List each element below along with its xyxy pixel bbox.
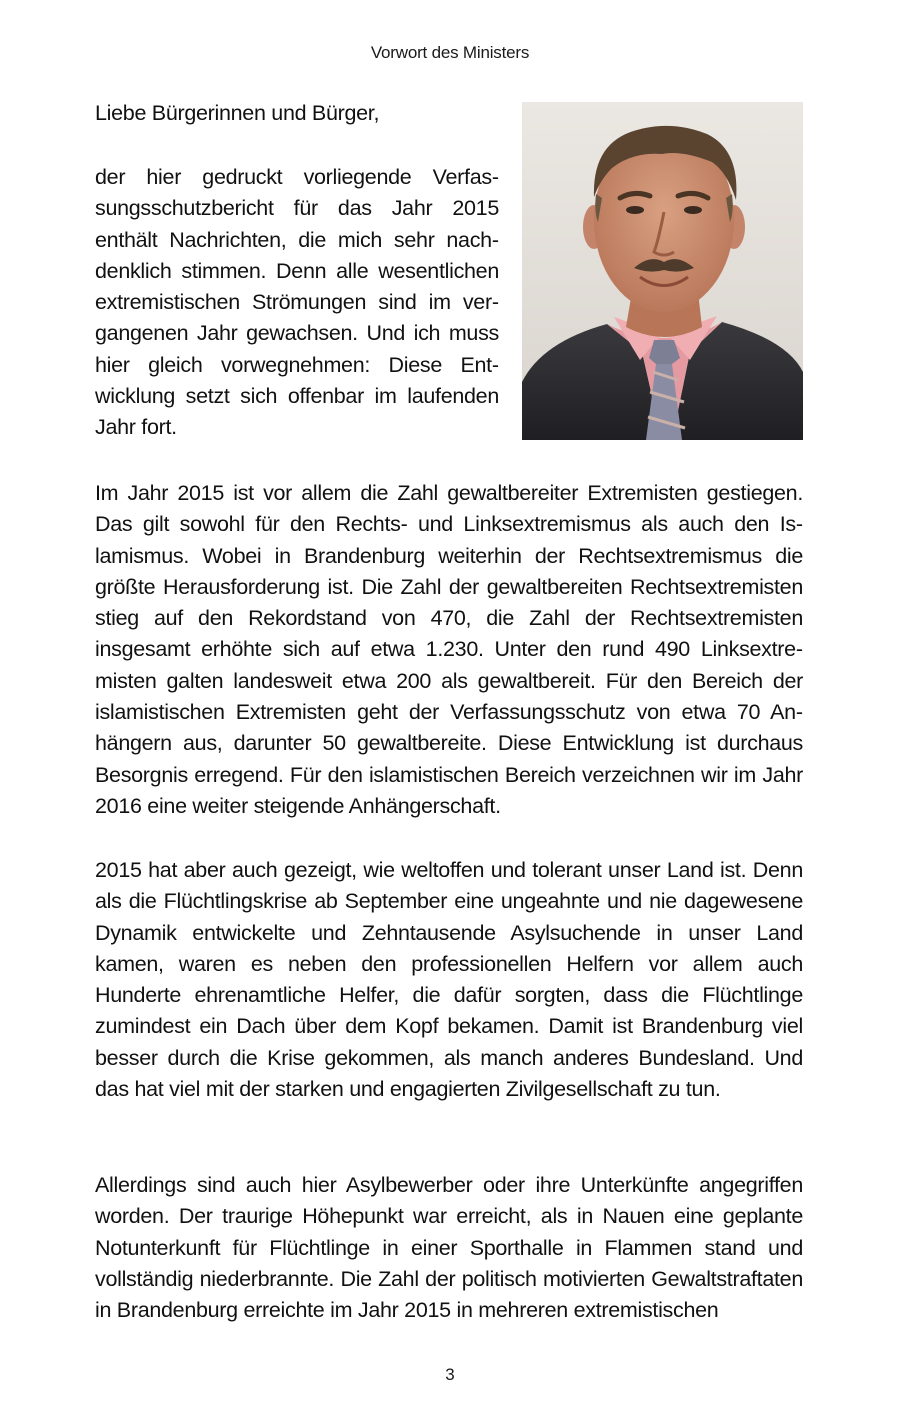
paragraph-extremism-statistics: Im Jahr 2015 ist vor allem die Zahl gewaltbereiter Extremisten gestiegen. Das gilt sowohl für den Rechts- und Linksextremismus als auch den Islamismus. Wobei in Brandenburg weiterhin der Rechtsextremismus die größte Herausforderung ist. Die Zahl der gewaltbereiten Rechtsextremisten stieg auf den Rekordstand von 470, die Zahl der Rechtsextremisten insgesamt erhöhte sich auf etwa 1.230. Unter den rund 490 Linksextremisten galten landesweit etwa 200 als gewaltbereit. Für den Bereich der islamistischen Extremisten geht der Verfassungsschutz von etwa 70 Anhängern aus, darunter 50 gewaltbereite. Diese Entwicklung ist durchaus Besorgnis erregend. Für den islamistischen Bereich verzeichnen wir im Jahr 2016 eine weiter steigende Anhängerschaft.: [95, 481, 803, 818]
letter-salutation: Liebe Bürgerinnen und Bürger,: [95, 101, 380, 125]
page-number: 3: [445, 1365, 455, 1384]
running-header: Vorwort des Ministers: [370, 43, 530, 62]
paragraph-attacks: Allerdings sind auch hier Asylbewerber oder ihre Unterkünfte angegriffen worden. Der traurige Höhepunkt war erreicht, als in Nauen eine geplante Notunterkunft für Flüchtlinge in einer Sporthalle in Flammen stand und vollständig niederbrannte. Die Zahl der politisch motivierten Gewaltstraftaten in Brandenburg erreichte im Jahr 2015 in mehreren extremistischen: [95, 1173, 803, 1323]
paragraph-refugee-crisis: 2015 hat aber auch gezeigt, wie weltoffen und tolerant unser Land ist. Denn als die Flüchtlingskrise ab September eine ungeahnte und nie dagewesene Dynamik entwickelte und Zehntausende Asylsuchende in unser Land kamen, waren es neben den professionellen Helfern vor allem auch Hunderte ehrenamtliche Helfer, die dafür sorgten, dass die Flüchtlinge zumindest ein Dach über dem Kopf bekamen. Damit ist Brandenburg viel besser durch die Krise gekommen, als manch anderes Bundesland. Und das hat viel mit der starken und engagierten Zivilgesellschaft zu tun.: [95, 858, 803, 1102]
intro-paragraph: der hier gedruckt vorliegende Verfassungsschutzbericht für das Jahr 2015 enthält Nachrichten, die mich sehr nachdenklich stimmen. Denn alle wesentlichen extremistischen Strömungen sind im vergangenen Jahr gewachsen. Und ich muss hier gleich vorwegnehmen: Diese Entwicklung setzt sich offenbar im laufenden Jahr fort.: [95, 165, 499, 440]
portrait-illustration: [522, 102, 803, 440]
minister-portrait: [522, 102, 803, 440]
